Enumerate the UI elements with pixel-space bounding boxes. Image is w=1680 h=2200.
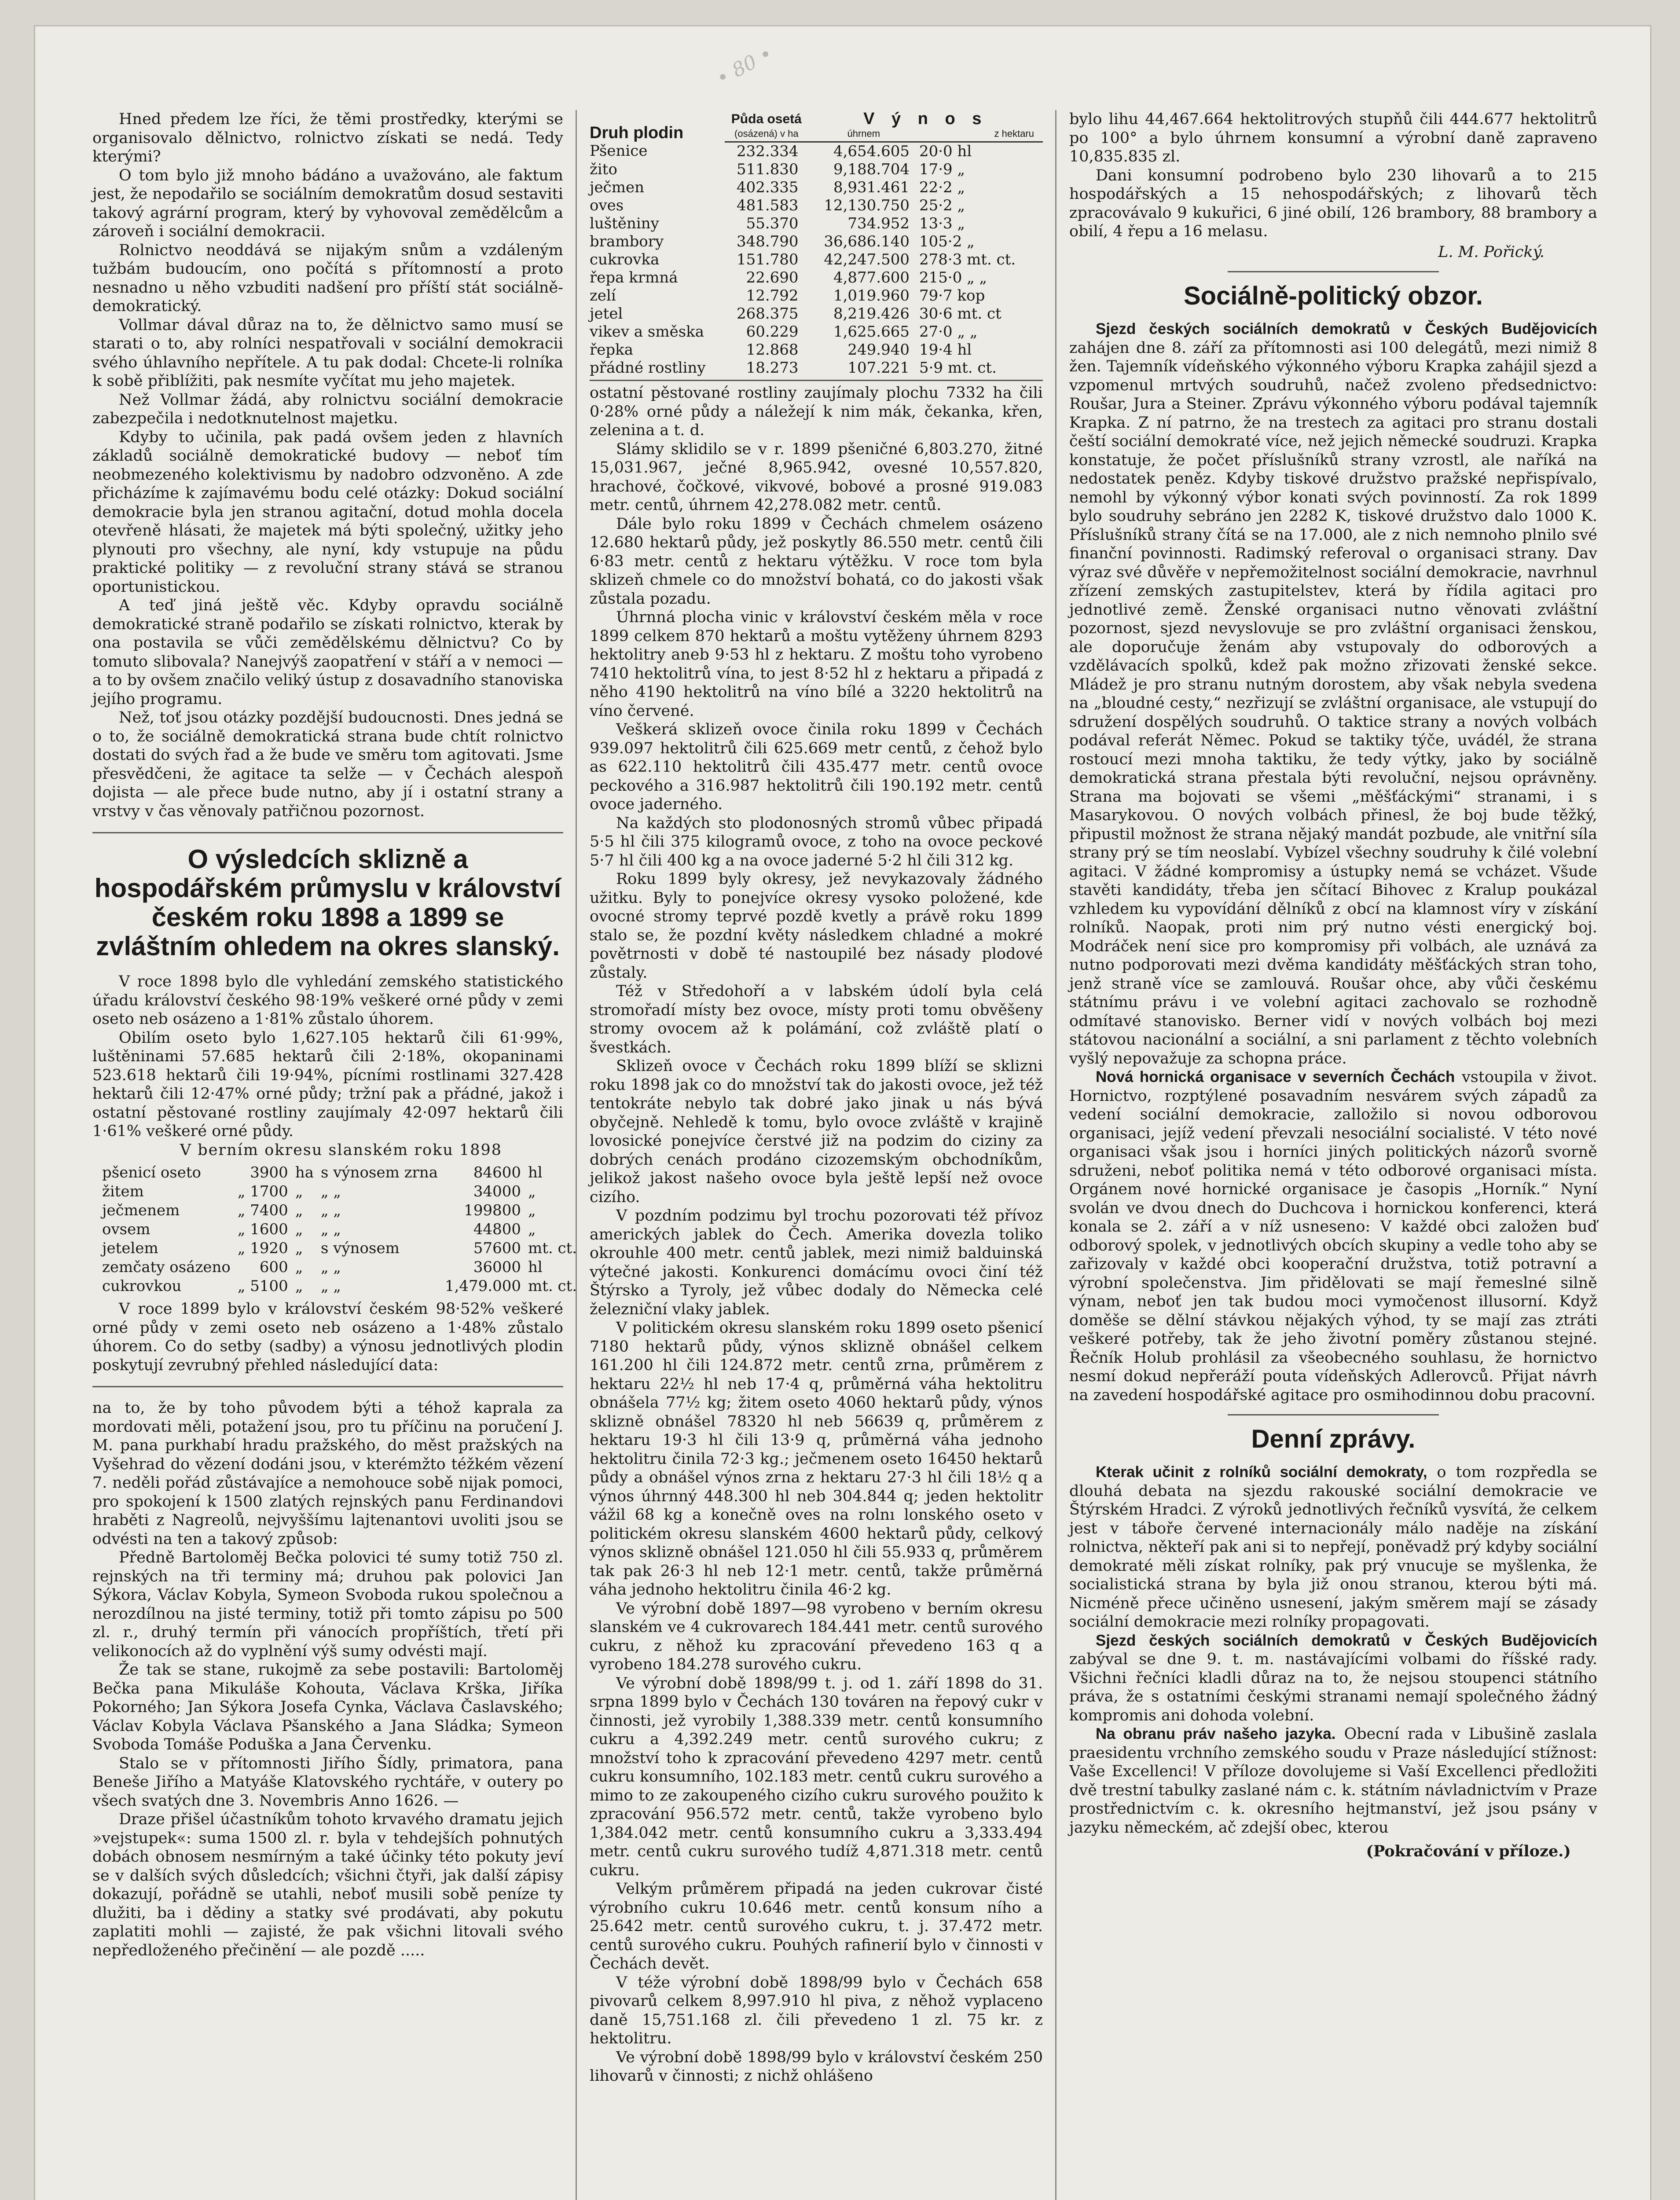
stats-cell: „ „ <box>320 1202 341 1219</box>
paragraph: Slámy sklidilo se v r. 1899 pšeničné 6,803.270, žitné 15,031.967, ječné 8,965.942, ovesné 10,557.820, hrachové, čočkové, vikvové, bobové a prosné 919.083 metr. centů, úhrnem 42,278.082 metr. centů. <box>590 440 1043 514</box>
crop-row <box>590 233 1043 251</box>
crop-row <box>590 197 1043 215</box>
section-divider <box>92 832 563 833</box>
crop-value: 13·3 „ <box>919 215 965 232</box>
stats-cell: 44800 <box>473 1221 521 1238</box>
district-stats-intro: V berním okresu slanském roku 1898 <box>180 1141 503 1159</box>
stats-cell: cukrovkou <box>102 1277 182 1295</box>
stats-cell: „ <box>295 1239 303 1257</box>
stats-cell: 3900 <box>250 1164 288 1181</box>
crop-row <box>590 323 1043 341</box>
ink-stamp: • 80 • <box>713 42 776 90</box>
crop-row <box>590 305 1043 323</box>
stats-row <box>102 1183 583 1201</box>
paragraph: Dani konsumní podrobeno bylo 230 lihovarů a to 215 hospodářských a 15 nehospodářských; z lihovarů těch zpracovávalo 9 kukuřici, 6 jiné obilí, 126 brambory, 88 brambory a obilí, 4 řepu a 16 melasu. <box>1069 166 1597 240</box>
paragraph: Hned předem lze říci, že těmi prostředky, kterými se organisovalo dělnictvo, rolnictvo získati se nedá. Tedy kterými? <box>92 110 563 165</box>
crop-value: 734.952 <box>847 215 910 232</box>
paragraph-text: o tom rozpředla se dlouhá debata na sjezdu rakouské sociální demokracie ve Štýrském Hradci. Z výroků jednotlivých řečníků vysvítá, že celkem jest v táboře červené internacionály málo naděje na získání rolnictva, někteří pak ani si to nepřejí, poněvadž prý kdyby sociální demokraté měli získat rolníky, pak prý vnucuje se myšlenka, že socialistická strana by byla již onou stranou, kterou býti má. Nicméně přece učiněno usnesení, jakým směrem mají se zásady sociální demokracie mezi rolníky propagovati. <box>1069 1463 1597 1631</box>
crop-name: cukrovka <box>590 251 660 268</box>
header-plant: Druh plodin <box>590 123 684 142</box>
crop-name: zelí <box>590 287 616 304</box>
continued-note: (Pokračování v příloze.) <box>1366 1842 1571 1860</box>
stats-cell: hl <box>528 1164 543 1181</box>
paragraph: Velkým průměrem připadá na jeden cukrovar čisté výrobního cukru 10.646 metr. centů konsum ního a 25.642 metr. centů surového cukru, t. j. 37.472 metr. centů surového cukru. Pouhých rafinerií bylo v činnosti v Čechách devět. <box>590 1880 1043 1973</box>
crop-value: 232.334 <box>736 143 799 160</box>
stats-cell: 199800 <box>464 1202 521 1219</box>
crop-row <box>590 269 1043 287</box>
stats-cell: hl <box>528 1258 543 1276</box>
crop-value: 19·4 hl <box>919 341 972 359</box>
crop-name: vikev a směska <box>590 323 704 341</box>
stats-cell: ha <box>295 1164 314 1181</box>
stats-cell: zemčaty osázeno <box>102 1258 231 1276</box>
crop-value: 215·0 „ „ <box>919 269 987 286</box>
stats-cell: „ 1600 <box>237 1221 288 1238</box>
crop-value: 42,247.500 <box>824 251 910 268</box>
crop-value: 8,931.461 <box>833 179 910 196</box>
crop-value: 79·7 kop <box>919 287 985 304</box>
crop-yield-table <box>590 110 1043 377</box>
run-in-heading: Sjezd českých sociálních demokratů v Českých Budějovicích <box>1096 1632 1597 1649</box>
paragraph: V roce 1898 bylo dle vyhledání zemského statistického úřadu království českého 98·19% veškeré orné půdy v zemi oseto neb osázeno a 1·81% zůstalo úhorem. <box>92 973 563 1028</box>
crop-value: 36,686.140 <box>824 233 910 250</box>
stats-row <box>102 1202 583 1220</box>
section-divider <box>1228 1414 1439 1415</box>
stats-cell: jetelem <box>102 1239 158 1257</box>
stats-cell: s výnosem <box>320 1239 400 1257</box>
crop-row <box>590 142 1043 161</box>
paragraph-text: vstoupila v život. Hornictvo, rozptýlené posavadním nesvárem svých západů za vedení sociální demokracie, zalložilo si novou odborovou organisaci, jejíž vedení převzali nesociální socialisté. V této nové organisaci však jsou i horníci jiných politických názorů svorně sdruženi, neboť politika nemá v této odborové organisaci místa. Orgánem nové hornické organisace je časopis „Horník.“ Nyní svolán ve dvou dnech do Duchcova i hornickou konferenci, která konala se 2. září a v níž usneseno: V každé obci založen buď odborový spolek, v jednotlivých obcích skupiny a vedle toho aby se zařizovaly v každé obci kooperační družstva, totiž potravní a výrobní společenstva. Jim přidělovati se mají řemeslné silně výnam, neboť jen tak budou moci vymočenost illusorní. Když doměše se dělní stávkou nějakých výhod, ty se mají zas ztráti veškeré potřeby, tak že jeho životní poměry zůstanou stejné. Řečník Holub prohlásil za všeobecného souhlasu, že hornictvo nesmí dokud nepřeráží pouta vídeňských Adlerovců. Přijat návrh na zavedení hospodářské agitace pro osmihodinnou dobu pracovní. <box>1069 1068 1598 1404</box>
header-per-ha: z hektaru <box>919 128 1043 142</box>
stats-cell: „ 1700 <box>237 1183 288 1200</box>
paragraph <box>1069 1463 1597 1632</box>
crop-row <box>590 179 1043 197</box>
crop-row <box>590 287 1043 305</box>
stats-cell: žitem <box>102 1183 144 1200</box>
crop-value: 20·0 hl <box>919 143 972 160</box>
crop-row <box>590 215 1043 233</box>
crop-value: 17·9 „ <box>919 161 965 178</box>
paragraph: Než, toť jsou otázky pozdější budoucnosti. Dnes jedná se o to, že sociálně demokratická strana bude chtít rolnictvo dostati do svých řad a že bude ve směru tom agitovati. Jsme přesvědčeni, že agitace ta selže — v Čechách alespoň dojista — ale přece bude nutno, aby jí i ostatní strany a vrstvy v čas věnovaly patřičnou pozornost. <box>92 709 563 820</box>
header-total: úhrnem <box>808 128 919 142</box>
paragraph: Sklizeň ovoce v Čechách roku 1899 blíží se sklizni roku 1898 jak co do množství tak do jakosti ovoce, jež též tentokráte nebylo tak dobré jako jinak u nás bývá obyčejně. Nehledě k tomu, bylo ovoce zvláště v krajině lovosické ponejvíce čerstvé již na podzim do ciziny za dobrých cenách prodáno cizozemským obchodníkům, jelikož jakost našeho ovoce byla ještě lepší než ovoce cizího. <box>590 1057 1043 1206</box>
stats-cell: „ 1920 <box>237 1239 288 1257</box>
crop-value: 12.792 <box>746 287 799 304</box>
header-yield: V ý n o s <box>863 110 988 128</box>
run-in-heading: Nová hornická organisace v severních Čechách <box>1096 1068 1455 1085</box>
crop-value: 9,188.704 <box>833 161 910 178</box>
paragraph: Veškerá sklizeň ovoce činila roku 1899 v Čechách 939.097 hektolitrů čili 625.669 metr centů, z čehož bylo as 622.110 hektolitrů čili 435.477 metr. centů ovoce peckového a 316.987 hektolitrů čili 190.192 metr. centů ovoce jaderného. <box>590 721 1043 813</box>
crop-value: 12,130.750 <box>824 197 910 214</box>
stats-cell: „ <box>295 1202 303 1219</box>
paragraph: V roce 1899 bylo v království českém 98·52% veškeré orné půdy v zemi oseto neb osázeno a 1·48% zůstalo úhorem. Co do setby (sadby) a výnosu jednotlivých plodin poskytují zevrubný přehled následující data: <box>92 1300 563 1374</box>
paragraph: bylo lihu 44,467.664 hektolitrových stupňů čili 444.677 hektolitrů po 100° a bylo úhrnem konsumní a výrobní daně zapraveno 10,835.835 zl. <box>1069 110 1597 165</box>
crop-name: Pšenice <box>590 142 648 160</box>
paragraph <box>1069 1725 1597 1837</box>
crop-row <box>590 161 1043 179</box>
stats-cell: ovsem <box>102 1221 150 1238</box>
run-in-heading: Kterak učinit z rolníků sociální demokraty, <box>1096 1463 1427 1481</box>
crop-name: přádné rostliny <box>590 359 706 377</box>
stats-row <box>102 1221 583 1239</box>
stats-cell: s výnosem zrna <box>320 1164 438 1181</box>
paragraph <box>1069 320 1597 1068</box>
paragraph-text: zahájen dne 8. září za přítomnosti asi 100 delegátů, mezi nimiž 8 žen. Tajemník vídeňského výkonného výboru Krapka zahájil sjezd a vzpomenul mrtvých soudruhů, načež zvoleno předsednictvo: Roušar, Jura a Steiner. Zprávu výkonného výboru podával tajemník Krapka. Z ní patrno, že na trestech za agitaci pro stranu dostali čeští sociální demokraté více, než jejich německé soudruzi. Krapka konstatuje, že počet příslušníků strany vzrostl, ale naříká na nedostatek peněz. Kdyby tiskové družstvo pražské nepřispívalo, nemohl by výkonný výbor konati svých povinností. Za rok 1899 bylo soudruhy sebráno jen 2282 K, tiskové družstvo dalo 1000 K. Příslušníků strany čítá se na 17.000, ale z nich nemnoho plnilo své finanční povinnosti. Radimský referoval o organisaci strany. Dav výraz své důvěře v nepřemožitelnost sociální demokracie, navrhnul zřízení zemských zastupitelstev, která by řídila agitaci pro jednotlivé země. Ženské organisaci nutno věnovati zvláštní pozornost, sjezd nevyslovuje se pro zvláštní organisaci ženskou, ale doporučuje ženám aby vstupovaly do odborových a vzdělávacích spolků, kdež pak možno zřizovati ženské sekce. Mládež je pro stranu nutným dorostem, aby však nebyla svedena na „bloudné cesty,“ nezřizují se zvláštní organisace, ale vstupují do sdružení dospělých soudruhů. O taktice strany a nových volbách podával referát Němec. Pokud se taktiky týče, uvádél, že strana rostoucí mezi mnoha taktiku, že tedy výtky, jako by sociálně demokratická strana přestala býti revoluční, nejsou oprávněny. Strana ma bojovati se všemi „měšťáckými“ stranami, i s Masarykovou. O nových volbách přinesl, že boj bude těžký, připustil možnost že strana nějaký mandát pozbude, ale vnitřní síla strany prý se tím neoslabí. Vybízel všechny soudruhy k čilé volební agitaci. V žádné kompromisy a ústupky nemá se vcházet. Všude stavěti kandidáty, třeba jen sčítací Bihovec z Kralup poukázal vzhledem ku vypovídání dělníků z obcí na klamnost víry v získání rolníků. Naopak, proti nim prý nutno vésti energický boj. Modráček není sice pro kompromisy při volbách, ale uznává za nutno podporovati mezi dvěma kandidáty měšťáckých stran toho, jenž straně více se zamlouvá. Roušar ohce, aby vůči českému státnímu právu i ve volební agitaci zachovalo se rozhodně odmítavé stanovisko. Berner vidí v nových volbách boj mezi státovou nacionální a sociální, a sni parlament z těchto volebních vyšlý nepovažuje za schopna práce. <box>1069 339 1597 1067</box>
crop-value: 60.229 <box>746 323 799 341</box>
stats-cell: 36000 <box>473 1258 521 1276</box>
crop-value: 249.940 <box>847 341 910 359</box>
paragraph: A teď jiná ještě věc. Kdyby opravdu sociálně demokratické straně podařilo se získati rolnictvo, kterak by ona postavila se vůči zemědělskému dělnictvu? Co by tomuto slibovala? Nanejvýš zaopatření v stáří a v nemoci — a to by ovšem značilo veliký ústup z dosavadního stanoviska jejího programu. <box>92 597 563 708</box>
stats-row <box>102 1164 583 1182</box>
paragraph-text: zabýval se dne 9. t. m. nastávajícími volbami do říšské rady. Všichni řečníci kladli důraz na to, že nejsou stoupenci státního práva, že s ostatními českými stranami nemají společného žádný kompromis ani dohoda volební. <box>1069 1650 1597 1724</box>
stats-cell: „ 7400 <box>237 1202 288 1219</box>
newspaper-page <box>35 26 1650 2200</box>
paragraph: O tom bylo již mnoho bádáno a uvažováno, ale faktum jest, že nepodařilo se sociálním demokratům dosud sestaviti takový agrární program, který by vyhovoval zemědělcům a zároveň i sociální demokracii. <box>92 166 563 240</box>
run-in-heading: Na obranu práv našeho jazyka. <box>1096 1725 1336 1742</box>
crop-name: ječmen <box>590 179 644 196</box>
column-2 <box>590 110 1043 2200</box>
column-3 <box>1069 110 1597 2200</box>
crop-row <box>590 341 1043 359</box>
crop-value: 18.273 <box>746 359 799 377</box>
paragraph: ostatní pěstované rostliny zaujímaly plochu 7332 ha čili 0·28% orné půdy a náležejí k nim mák, čekanka, křen, zelenina a t. d. <box>590 384 1043 439</box>
statistics-text <box>590 384 1043 2086</box>
stats-cell: „ „ <box>320 1277 341 1295</box>
stats-cell: „ <box>295 1221 303 1238</box>
crop-value: 511.830 <box>736 161 799 178</box>
paragraph: Vollmar dával důraz na to, že dělnictvo samo musí se starati o to, aby rolníci nespatřovali v sociální demokracii svého úhlavního nepřítele. A tu pak dodal: Chcete-li rolníka k sobě přiblížiti, pak nesmíte vyčítat mu jeho majetek. <box>92 316 563 390</box>
stats-cell: „ <box>295 1183 303 1200</box>
crop-value: 5·9 mt. ct. <box>919 359 997 377</box>
crop-name: řepa krmná <box>590 269 678 286</box>
crop-value: 30·6 mt. ct <box>919 305 1001 323</box>
paragraph: V politickém okresu slanském roku 1899 oseto pšenicí 7180 hektarů půdy, výnos sklizně obnášel celkem 161.200 hl čili 124.872 metr. centů zrna, průměrem z hektaru 22½ hl neb 17·4 q, průměrná váha hektolitru obnášela 77½ kg; žitem oseto 4060 hektarů půdy, výnos sklizně obnášel 78320 hl neb 56639 q, průměrem z hektaru 19·3 hl čili 13·9 q, průměrná váha jednoho hektolitru činila 72·3 kg.; ječmenem oseto 16450 hektarů půdy a obnášel výnos zrna z hektaru 27·3 hl čili 18½ q a výnos úhrnný 448.300 hl neb 304.844 q; jeden hektolitr vážil 68 kg a konečně oves na rolnı lonského oseto v politickém okresu slanském 4600 hektarů půdy, celkový výnos sklizně obnášel 121.050 hl čili 55.933 q, průměrem tak pak 26·3 hl neb 12·1 metr. centů, takže průměrná váha jednoho hektolitru činila 46·2 kg. <box>590 1319 1043 1599</box>
crop-value: 151.780 <box>736 251 799 268</box>
paragraph: Předně Bartoloměj Bečka polovici té sumy totiž 750 zl. rejnských na tři terminy má; druhou pak polovici Jan Sýkora, Václav Kobyla, Symeon Svoboda rukou společnou a nerozdílnou na jisté terminy, totiž při tomto zápisu po 500 zl. r., druhý termín při vánocích propříštích, třetí při velikonocích až do vyplnění výš sumy odvésti mají. <box>92 1549 563 1660</box>
stats-row <box>102 1258 583 1276</box>
crop-value: 27·0 „ „ <box>919 323 978 341</box>
stats-cell: „ <box>528 1183 536 1200</box>
paragraph: na to, že by toho původem býti a téhož kaprala za mordovati měli, potažení jsou, pro tu příčinu na poručení J. M. pana purkhabí hradu pražského, do měst pražských na Vyšehrad do vězení dodáni jsou, v kterémžto téžkém vězení 7. neděli pořád zůstávajíce a nemohouce sobě nijak pomoci, pro spokojení k 1500 zlatých rejnských panu Ferdinandovi hraběti z Nagreolů, nejvyššímu lajtenantovi uvoliti jsou se odvésti na ten a takový způsob: <box>92 1399 563 1548</box>
paragraph: Stalo se v přítomnosti Jiřího Šídly, primatora, pana Beneše Jiřího a Matyáše Klatovského rychtáře, v outery po všech svatých dne 3. Novembris Anno 1626. — <box>92 1754 563 1810</box>
stats-cell: „ „ <box>320 1258 341 1276</box>
crop-value: 268.375 <box>736 305 799 323</box>
crop-name: jetel <box>590 305 623 323</box>
stats-cell: 84600 <box>473 1164 521 1181</box>
stats-cell: „ „ <box>320 1221 341 1238</box>
author-signature: L. M. Pořický. <box>1438 243 1544 261</box>
stats-cell: 57600 <box>473 1239 521 1257</box>
crop-value: 481.583 <box>736 197 799 214</box>
crop-value: 8,219.426 <box>833 305 910 323</box>
crop-value: 12.868 <box>746 341 799 359</box>
stats-cell: „ <box>295 1277 303 1295</box>
stats-cell: mt. ct. <box>528 1239 577 1257</box>
stats-cell: „ 5100 <box>237 1277 288 1295</box>
crop-value: 105·2 „ <box>919 233 975 250</box>
crop-value: 22.690 <box>746 269 799 286</box>
stats-row <box>102 1277 583 1295</box>
paragraph: Dále bylo roku 1899 v Čechách chmelem osázeno 12.680 hektarů půdy, jež poskytly 86.550 metr. centů čili 6·83 metr. centů z hektaru výtěžku. V roce tom byla sklizeň chmele co do množství bohatá, co do jakosti však zůstala pozadu. <box>590 515 1043 608</box>
paragraph: Obilím oseto bylo 1,627.105 hektarů čili 61·99%, luštěninami 57.685 hektarů čili 2·18%, okopaninami 523.618 hektarů čili 19·94%, pícními rostlinami 327.428 hektarů čili 12·47% orné půdy; tržní pak a přádné, jakož i ostatní pěstované rostliny zaujímaly 42·097 hektarů čili 1·61% veškeré orné půdy. <box>92 1029 563 1140</box>
crop-name: brambory <box>590 233 664 250</box>
crop-value: 278·3 mt. ct. <box>919 251 1016 268</box>
header-area-sub: (osázená) v ha <box>725 128 808 142</box>
paragraph <box>1069 1632 1597 1725</box>
paragraph: Draze přišel účastníkům tohoto krvavého dramatu jejich »vejstupek«: suma 1500 zl. r. byla v tehdejších pohnutých dobách obnosem nesmírným a také účinky této pokuty jeví se v dalších svých důsledcích; všichni čtyři, jak další zápisy dokazují, pořádně se utahli, neboť musili sobě peníze ty dlužiti, ba i dědiny a statky své prodávati, aby pokutu zaplatiti mohli — zajisté, že pak všichni litovali svého nepředloženého přečinění — ale pozdě ..... <box>92 1811 563 1959</box>
stats-cell: 1,479.000 <box>444 1277 521 1295</box>
stats-row <box>102 1239 583 1258</box>
table-bottom-rule <box>590 380 1043 381</box>
crop-value: 348.790 <box>736 233 799 250</box>
crop-value: 55.370 <box>746 215 799 232</box>
crop-value: 4,654.605 <box>833 143 910 160</box>
stats-cell: 600 <box>259 1258 288 1276</box>
paragraph: Rolnictvo neoddává se nijakým snům a vzdáleným tužbám budoucím, ono počítá s přítomností a proto nesnadno u něho vzbuditi nadšení pro příští stát sociálně-demokratický. <box>92 241 563 315</box>
stats-cell: „ <box>295 1258 303 1276</box>
crop-row <box>590 359 1043 377</box>
paragraph: Též v Středohoří a v labském údolí byla celá stromořadí místy bez ovoce, místy proti tomu obvěšeny stromy ovocem až k polámání, což zvláště platí o švestkách. <box>590 983 1043 1056</box>
paragraph: Ve výrobní době 1898/99 bylo v království českém 250 lihovarů v činnosti; z nichž ohlášeno <box>590 2048 1043 2085</box>
paragraph: Na každých sto plodonosných stromů vůbec připadá 5·5 hl čili 375 kilogramů ovoce, z toho na ovoce peckové 5·7 hl čili 400 kg a na ovoce jaderné 5·2 hl čili 312 kg. <box>590 814 1043 869</box>
district-stats-table <box>101 1163 584 1296</box>
crop-value: 1,625.665 <box>833 323 910 341</box>
crop-name: oves <box>590 197 624 214</box>
section-title-denni: Denní zprávy. <box>1251 1425 1416 1453</box>
crop-name: žito <box>590 161 617 178</box>
stats-cell: mt. ct. <box>528 1277 577 1295</box>
stats-cell: pšenicí oseto <box>102 1164 202 1181</box>
paragraph: Ve výrobní době 1898/99 t. j. od 1. září 1898 do 31. srpna 1899 bylo v Čechách 130 továren na řepový cukr v činnosti, jež vyrobily 1,388.339 metr. centů konsumního cukru a 4,392.249 metr. centů surového cukru; z množství toho k zpracování převedeno 4297 metr. centů cukru konsumního, 102.183 metr. centů cukru surového a mimo to ze zakoupeného cizího cukru surového použito k zpracování 956.572 metr. centů, takže vyrobeno bylo 1,384.042 metr. centů konsumního cukru a 3,333.494 metr. centů cukru surového tudíž 4,871.318 metr. centů cukru. <box>590 1674 1043 1879</box>
agrarian-article <box>92 110 563 821</box>
stats-cell: 34000 <box>473 1183 521 1200</box>
paragraph: Kdyby to učinila, pak padá ovšem jeden z hlavních základů sociálně demokratické budovy — neboť tím neobmezeného kolektivismu by nadobro odzvoněno. A zde přicházíme k zajímavému bodu celé otázky: Dokud sociální demokracie byla jen stranou agitační, dotud mohla docela otevřeně hlásati, že majetek má býti společný, užitky jeho plynouti pro všechny, ale nyní, kdy vstupuje na půdu praktické politiky — z revoluční strany stává se stranou oportunistickou. <box>92 428 563 596</box>
crop-row <box>590 251 1043 269</box>
run-in-heading: Sjezd českých sociálních demokratů v Českých Budějovicích <box>1096 320 1597 337</box>
column-1 <box>92 110 577 2200</box>
stats-cell: „ <box>528 1202 536 1219</box>
paragraph-text: Obecní rada v Libušině zaslala praesidentu vrchního zemského soudu v Praze následující stížnost: Vaše Excellenci! V příloze dovolujeme si Vaší Excellenci předložiti dvě trestní tabulky zaslané nám c. k. státním návladnictvím v Praze prostřednictvím c. k. okresního hejtmanství, jež jsou psány v jazyku německém, ač zdejší obec, kterou <box>1069 1725 1597 1837</box>
crop-value: 25·2 „ <box>919 197 965 214</box>
paragraph: Ve výrobní době 1897—98 vyrobeno v berním okresu slanském ve 4 cukrovarech 184.441 metr. centů surového cukru, z něhož ku zpracování převedeno 163 q a vyrobeno 184.278 surového cukru. <box>590 1599 1043 1673</box>
section-divider <box>1228 271 1439 272</box>
section-title-obzor: Sociálně-politický obzor. <box>1183 282 1483 310</box>
paragraph: Úhrnná plocha vinic v království českém měla v roce 1899 celkem 870 hektarů a moštu vytěženy úhrnem 8293 hektolitry aneb 9·53 hl z hektaru. Z moštu toho vyrobeno 7410 hektolitrů vína, to jest 8·52 hl z hektaru a připadá z něho 4190 hektolitrů na víno bílé a 3220 hektolitrů na víno červené. <box>590 609 1043 720</box>
stats-cell: „ <box>528 1221 536 1238</box>
paragraph <box>1069 1068 1597 1404</box>
crop-value: 402.335 <box>736 179 799 196</box>
crop-value: 1,019.960 <box>833 287 910 304</box>
stats-cell: ječmenem <box>102 1202 180 1219</box>
column-rule-2 <box>1055 110 1056 2200</box>
historical-article <box>92 1399 563 1960</box>
column-rule-1 <box>576 110 577 2200</box>
paragraph: Že tak se stane, rukojmě za sebe postavili: Bartoloměj Bečka pana Mikuláše Kohouta, Václava Krška, Jiříka Pokorného; Jan Sýkora Josefa Cynka, Václava Časlavského; Václav Kobyla Václava Pšanského a Jana Sládka; Symeon Svoboda Tomáše Poduška a Jana Červenku. <box>92 1661 563 1753</box>
stats-cell: „ „ <box>320 1183 341 1200</box>
paragraph: V téže výrobní době 1898/99 bylo v Čechách 658 pivovarů celkem 8,997.910 hl piva, z něhož vyplaceno daně 15,751.168 zl. čili převedeno 1 zl. 75 kr. z hektolitru. <box>590 1973 1043 2047</box>
harvest-article-title: O výsledcích sklizně a hospodářském průmyslu v království českém roku 1898 a 1899 se zvláštním ohledem na okres slanský. <box>94 844 561 961</box>
paragraph: V pozdním podzimu byl trochu pozorovati též přívoz amerických jablek do Čech. Amerika dovezla toliko okrouhle 400 metr. centů jablek, mezi nimiž balduinská výtečné jakosti. Konkurenci domácímu ovoci činí též Štýrsko a Tyroly, jež vůbec dodaly do Německa celé železniční vlaky jablek. <box>590 1207 1043 1318</box>
crop-value: 4,877.600 <box>833 269 910 286</box>
header-area: Půda osetá <box>731 112 802 126</box>
paragraph: Než Vollmar žádá, aby rolnictvu sociální demokracie zabezpečila i nedotknutelnost majetku. <box>92 391 563 427</box>
section-divider <box>92 1386 563 1387</box>
crop-value: 107.221 <box>847 359 910 377</box>
crop-name: luštěniny <box>590 215 659 232</box>
crop-value: 22·2 „ <box>919 179 965 196</box>
crop-name: řepka <box>590 341 634 359</box>
paragraph: Roku 1899 byly okresy, jež nevykazovaly žádného užitku. Byly to ponejvíce okresy vysoko položené, kde ovocné stromy teprvé pozdě kvetly a právě roku 1899 stalo se, že pozdní květy následkem chladné a mokré povětrnosti v době té nastoupilé bez násady plodové zůstaly. <box>590 870 1043 982</box>
